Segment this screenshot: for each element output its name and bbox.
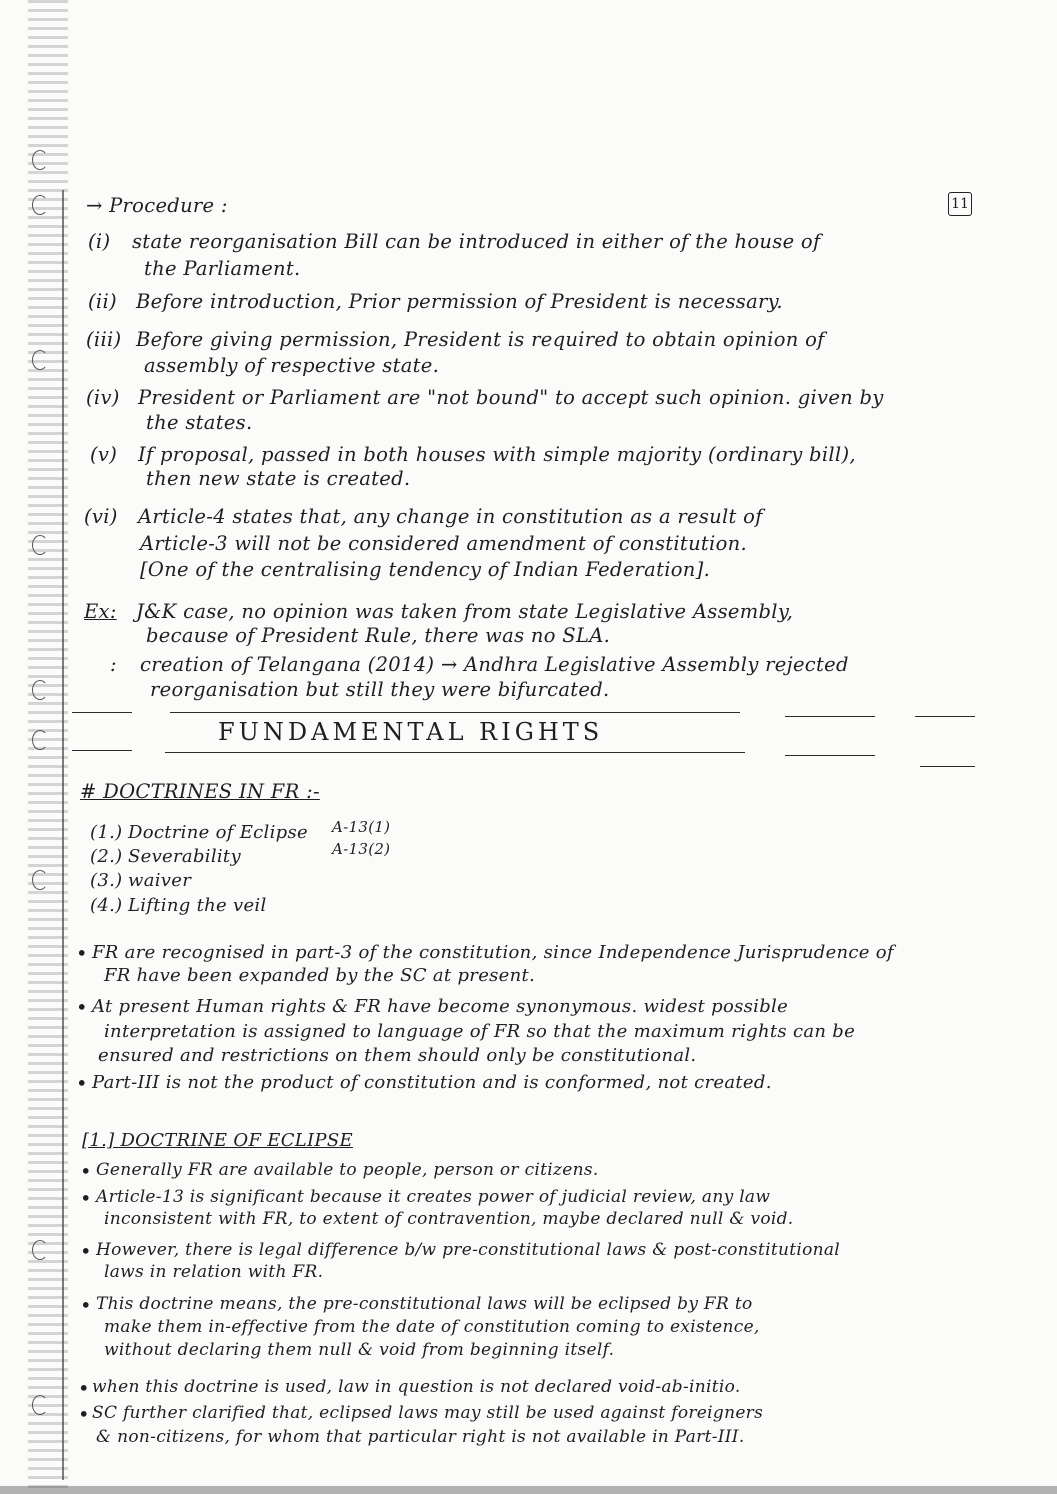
procedure-line: Article-4 states that, any change in constitution as a result of [138, 505, 763, 528]
eclipse-line: without declaring them null & void from beginning itself. [104, 1340, 615, 1360]
fr-point-line: FR are recognised in part-3 of the constitution, since Independence Jurisprudence of [92, 942, 894, 963]
eclipse-heading: [1.] DOCTRINE OF ECLIPSE [82, 1130, 353, 1151]
example-line: J&K case, no opinion was taken from state Legislative Assembly, [136, 600, 794, 623]
bullet: • [76, 996, 88, 1019]
rule [72, 712, 132, 713]
item-num: (iv) [86, 386, 120, 409]
item-num: (i) [88, 230, 111, 253]
rule [165, 752, 745, 753]
bullet: • [80, 1160, 92, 1183]
procedure-line: Article-3 will not be considered amendment of constitution. [140, 532, 747, 555]
eclipse-line: This doctrine means, the pre-constitutional laws will be eclipsed by FR to [96, 1294, 753, 1314]
fr-point-line: At present Human rights & FR have become synonymous. widest possible [92, 996, 789, 1017]
examples-label: Ex: [84, 600, 117, 623]
bullet: • [80, 1187, 92, 1210]
eclipse-line: Generally FR are available to people, person or citizens. [96, 1160, 599, 1180]
eclipse-line: laws in relation with FR. [104, 1262, 324, 1282]
item-num: (v) [90, 443, 118, 466]
item-num: (iii) [86, 328, 122, 351]
fr-point-line: ensured and restrictions on them should only be constitutional. [98, 1045, 697, 1066]
procedure-line: the states. [146, 411, 253, 434]
doctrine-name: Doctrine of Eclipse [128, 822, 308, 843]
eclipse-line: However, there is legal difference b/w pre-constitutional laws & post-constitutional [96, 1240, 841, 1260]
doctrine-name: Severability [128, 846, 241, 867]
procedure-line: Before introduction, Prior permission of President is necessary. [136, 290, 783, 313]
scan-bottom-edge [0, 1486, 1057, 1494]
page-number-box: 11 [948, 192, 972, 216]
item-num: (ii) [88, 290, 117, 313]
bullet: • [78, 1377, 90, 1400]
eclipse-line: Article-13 is significant because it creates power of judicial review, any law [96, 1187, 771, 1207]
fr-point-line: interpretation is assigned to language of FR so that the maximum rights can be [104, 1021, 856, 1042]
procedure-line: state reorganisation Bill can be introduced in either of the house of [132, 230, 821, 253]
procedure-heading: → Procedure : [86, 194, 228, 217]
doctrine-ref: A-13(1) [332, 818, 391, 836]
procedure-line: the Parliament. [144, 257, 301, 280]
rule [915, 716, 975, 717]
item-num: (vi) [84, 505, 118, 528]
doctrine-name: Lifting the veil [128, 895, 267, 916]
example-line: because of President Rule, there was no SLA. [146, 624, 611, 647]
procedure-line: assembly of respective state. [144, 354, 440, 377]
bullet: • [76, 1072, 88, 1095]
binding-holes [28, 150, 58, 1450]
example-line: reorganisation but still they were bifurcated. [150, 678, 610, 701]
eclipse-line: & non-citizens, for whom that particular right is not available in Part-III. [96, 1427, 745, 1447]
bullet: • [80, 1240, 92, 1263]
procedure-line: Before giving permission, President is required to obtain opinion of [136, 328, 825, 351]
doctrine-num: (4.) [90, 895, 123, 916]
fr-point-line: Part-III is not the product of constitution and is conformed, not created. [92, 1072, 772, 1093]
procedure-line: [One of the centralising tendency of Indian Federation]. [140, 558, 711, 581]
procedure-line: then new state is created. [146, 467, 411, 490]
doctrine-name: waiver [128, 870, 192, 891]
eclipse-line: SC further clarified that, eclipsed laws may still be used against foreigners [92, 1403, 764, 1423]
eclipse-line: inconsistent with FR, to extent of contravention, maybe declared null & void. [104, 1209, 794, 1229]
rule [170, 712, 740, 713]
doctrine-num: (1.) [90, 822, 123, 843]
rule [785, 716, 875, 717]
doctrine-num: (3.) [90, 870, 123, 891]
doctrine-ref: A-13(2) [332, 840, 391, 858]
procedure-line: President or Parliament are "not bound" to accept such opinion. given by [138, 386, 884, 409]
bullet: • [80, 1294, 92, 1317]
rule [920, 766, 975, 767]
example-line: creation of Telangana (2014) → Andhra Legislative Assembly rejected [140, 653, 849, 676]
rule [72, 750, 132, 751]
fr-point-line: FR have been expanded by the SC at present. [104, 965, 536, 986]
bullet: • [78, 1403, 90, 1426]
doctrines-heading: # DOCTRINES IN FR :- [80, 780, 320, 803]
eclipse-line: when this doctrine is used, law in question is not declared void-ab-initio. [92, 1377, 741, 1397]
doctrine-num: (2.) [90, 846, 123, 867]
eclipse-line: make them in-effective from the date of constitution coming to existence, [104, 1317, 760, 1337]
example-bullet: : [110, 653, 117, 676]
bullet: • [76, 942, 88, 965]
section-title: FUNDAMENTAL RIGHTS [218, 718, 604, 746]
margin-line [62, 190, 64, 1480]
rule [785, 755, 875, 756]
procedure-line: If proposal, passed in both houses with simple majority (ordinary bill), [138, 443, 856, 466]
